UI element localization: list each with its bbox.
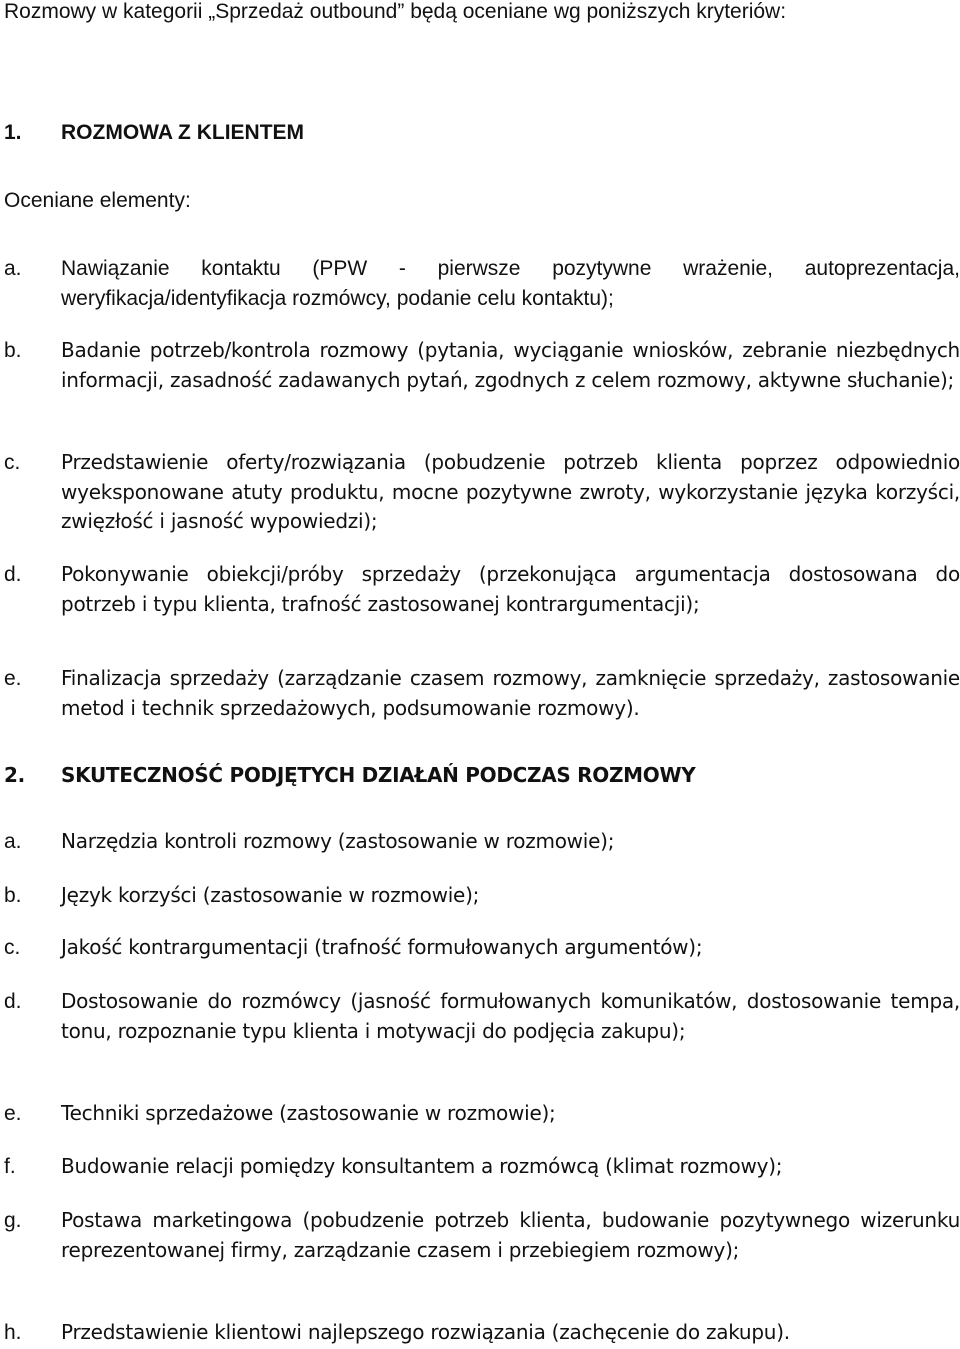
section-1-number: 1.: [4, 121, 22, 144]
evaluated-elements-label: Oceniane elementy:: [4, 189, 191, 212]
item-text: Narzędzia kontroli rozmowy (zastosowanie w rozmowie);: [61, 829, 615, 853]
section-1-title: ROZMOWA Z KLIENTEM: [61, 121, 305, 144]
item-text: Jakość kontrargumentacji (trafność formułowanych argumentów);: [61, 935, 703, 959]
item-text: Budowanie relacji pomiędzy konsultantem a rozmówcą (klimat rozmowy);: [61, 1154, 783, 1178]
item-letter: h.: [4, 1321, 22, 1344]
item-text: Język korzyści (zastosowanie w rozmowie);: [61, 883, 480, 907]
section-2-title: SKUTECZNOŚĆ PODJĘTYCH DZIAŁAŃ PODCZAS ROZMOWY: [61, 763, 696, 787]
item-letter: b.: [4, 339, 22, 362]
item-letter: d.: [4, 990, 22, 1013]
item-text: Nawiązanie kontaktu (PPW - pierwsze pozytywne wrażenie, autoprezentacja, weryfikacja/identyfikacja rozmówcy, podanie celu kontaktu);: [61, 257, 960, 310]
item-letter: a.: [4, 257, 22, 280]
item-letter: a.: [4, 830, 22, 853]
item-letter: c.: [4, 451, 21, 474]
item-letter: c.: [4, 936, 21, 959]
item-text: Przedstawienie klientowi najlepszego rozwiązania (zachęcenie do zakupu).: [61, 1320, 790, 1344]
item-text: Przedstawienie oferty/rozwiązania (pobudzenie potrzeb klienta poprzez odpowiednio wyeksponowane atuty produktu, mocne pozytywne zwroty, wykorzystanie języka korzyści, zwięzłość i jasność wypowiedzi);: [61, 450, 960, 533]
item-letter: g.: [4, 1209, 22, 1232]
section-2-number: 2.: [4, 763, 25, 787]
item-letter: b.: [4, 884, 22, 907]
item-letter: f.: [4, 1155, 16, 1178]
item-letter: e.: [4, 667, 22, 690]
item-text: Dostosowanie do rozmówcy (jasność formułowanych komunikatów, dostosowanie tempa, tonu, rozpoznanie typu klienta i motywacji do podjęcia zakupu);: [61, 989, 960, 1043]
item-text: Pokonywanie obiekcji/próby sprzedaży (przekonująca argumentacja dostosowana do potrzeb i typu klienta, trafność zastosowanej kontrargumentacji);: [61, 562, 960, 616]
item-text: Badanie potrzeb/kontrola rozmowy (pytania, wyciąganie wniosków, zebranie niezbędnych informacji, zasadność zadawanych pytań, zgodnych z celem rozmowy, aktywne słuchanie);: [61, 338, 960, 392]
item-text: Finalizacja sprzedaży (zarządzanie czasem rozmowy, zamknięcie sprzedaży, zastosowanie metod i technik sprzedażowych, podsumowanie rozmowy).: [61, 666, 960, 720]
intro-paragraph: Rozmowy w kategorii „Sprzedaż outbound” będą oceniane wg poniższych kryteriów:: [4, 0, 787, 23]
item-text: Techniki sprzedażowe (zastosowanie w rozmowie);: [61, 1101, 556, 1125]
item-letter: d.: [4, 563, 22, 586]
item-text: Postawa marketingowa (pobudzenie potrzeb klienta, budowanie pozytywnego wizerunku reprezentowanej firmy, zarządzanie czasem i przebiegiem rozmowy);: [61, 1208, 960, 1262]
item-letter: e.: [4, 1102, 22, 1125]
